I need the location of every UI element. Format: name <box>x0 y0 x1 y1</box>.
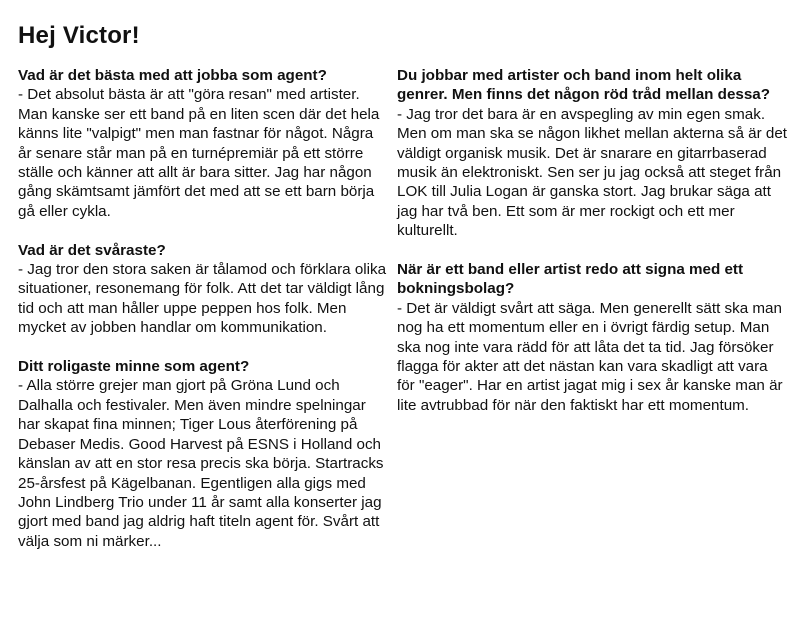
answer: - Jag tror den stora saken är tålamod och förklara olika situationer, resonemang för folk. Att det tar väldigt lång tid och att man håller uppe peppen hos folk. Men mycket av jobben handlar om kommunikation. <box>18 261 387 337</box>
answer: - Alla större grejer man gjort på Gröna Lund och Dalhalla och festivaler. Men även mindre spelningar har skapat fina minnen; Tiger Lous återförening på Debaser Medis. Good Harvest på ESNS i Holland och känslan av att en stor resa precis ska börja. Startracks 25-årsfest på Kägelbanan. Egentligen alla gigs med John Lindberg Trio under 11 år samt alla konserter jag gjort med band jag aldrig haft titeln agent för. Svårt att välja som ni märker... <box>18 377 384 550</box>
question: När är ett band eller artist redo att signa med ett bokningsbolag? <box>397 261 744 298</box>
left-column <box>18 66 390 571</box>
qa-block <box>18 241 390 338</box>
qa-block <box>18 66 390 221</box>
answer: - Jag tror det bara är en avspegling av min egen smak. Men om man ska se någon likhet mellan akterna så är det väldigt organisk musik. Det är snarare en gitarrbaserad musik än elektroniskt. Sen ser ju jag också att steget från LOK till Julia Logan är ganska stort. Jag brukar säga att jag har två ben. Ett som är mer rockigt och ett mer kulturellt. <box>397 105 788 240</box>
answer: - Det absolut bästa är att "göra resan" med artister. Man kanske ser ett band på en liten scen där det hela känns lite "valpigt" men man fastnar för något. Några år senare står man på en turnépremiär på ett större ställe och känner att allt är bara sitter. Jag har någon gång skämtsamt jämfört det med att se ett barn börja gå eller cykla. <box>18 86 380 220</box>
question: Ditt roligaste minne som agent? <box>18 358 250 376</box>
question: Du jobbar med artister och band inom helt olika genrer. Men finns det någon röd tråd mellan dessa? <box>397 67 771 104</box>
question: Vad är det bästa med att jobba som agent? <box>18 67 327 84</box>
qa-block <box>397 66 789 241</box>
page-title: Hej Victor! <box>18 22 140 49</box>
answer: - Det är väldigt svårt att säga. Men generellt sätt ska man nog ha ett momentum eller en i övrigt färdig setup. Man ska nog inte vara rädd för att låta det ta tid. Jag försöker flagga för akter att det nästan kan vara skadligt att vara för "eager". Har en artist jagat mig i sex år kanske man är lite avtrubbad för när den faktiskt har ett momentum. <box>397 299 783 414</box>
question: Vad är det svåraste? <box>18 241 166 259</box>
qa-block <box>397 260 789 415</box>
right-column <box>397 66 789 435</box>
qa-block <box>18 357 390 551</box>
